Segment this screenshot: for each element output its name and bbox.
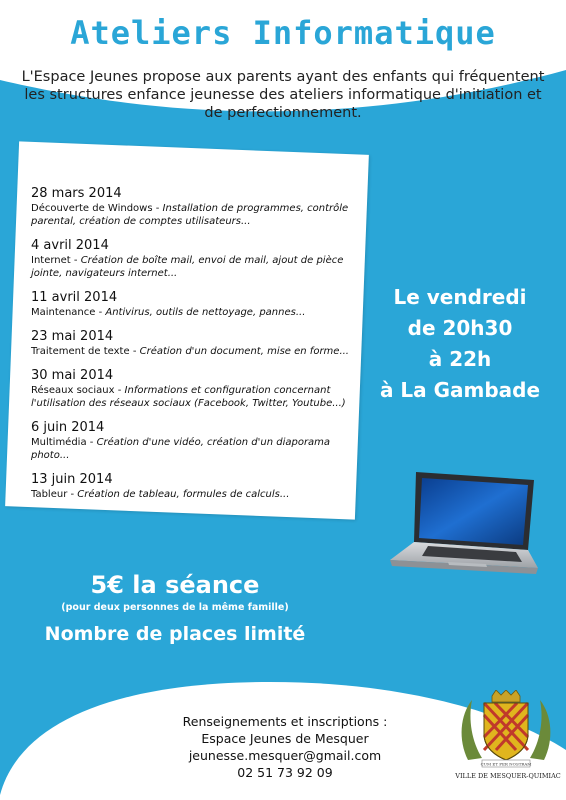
contact-heading: Renseignements et inscriptions : — [182, 714, 388, 729]
pricing-info — [20, 570, 330, 650]
schedule-start: de 20h30 — [407, 316, 513, 340]
session-item — [31, 238, 353, 280]
limited-places-text: Nombre de places limité — [44, 623, 306, 645]
svg-text:CUM ET PER NOSTRAM: CUM ET PER NOSTRAM — [480, 761, 532, 767]
contact-info — [150, 713, 420, 781]
laptop-icon — [388, 468, 540, 590]
intro-text: L'Espace Jeunes propose aux parents ayant des enfants qui fréquentent les structures enfance jeunesse des ateliers informatique d'initiation et de perfectionnement. — [21, 69, 545, 121]
session-description: Découverte de Windows - Installation de programmes, contrôle parental, création de comptes utilisateurs... — [31, 203, 349, 227]
session-item — [31, 186, 353, 228]
session-details: Création d'une vidéo, création d'un diaporama photo... — [31, 437, 331, 461]
session-date: 13 juin 2014 — [31, 472, 113, 487]
session-date: 23 mai 2014 — [31, 329, 114, 344]
session-item — [31, 420, 353, 462]
session-topic: Multimédia — [31, 437, 87, 448]
schedule-day: Le vendredi — [393, 285, 527, 309]
session-date: 30 mai 2014 — [31, 368, 114, 383]
contact-phone: 02 51 73 92 09 — [237, 765, 333, 780]
session-item — [31, 472, 353, 501]
session-description: Internet - Création de boîte mail, envoi de mail, ajout de pièce jointe, navigateurs internet... — [31, 255, 344, 279]
session-topic: Traitement de texte — [31, 346, 130, 357]
session-item — [31, 290, 353, 319]
session-topic: Réseaux sociaux — [31, 385, 115, 396]
session-details: Installation de programmes, contrôle parental, création de comptes utilisateurs... — [31, 203, 349, 227]
price-text: 5€ la séance — [90, 571, 260, 599]
price-note: (pour deux personnes de la même famille) — [61, 602, 289, 613]
session-topic: Maintenance — [31, 307, 96, 318]
session-description: Tableur - Création de tableau, formules de calculs... — [31, 489, 290, 500]
session-topic: Tableur — [31, 489, 68, 500]
session-date: 4 avril 2014 — [31, 238, 109, 253]
schedule-venue: à La Gambade — [379, 378, 541, 402]
crest-caption: VILLE DE MESQUER-QUIMIAC — [455, 772, 561, 780]
session-date: 28 mars 2014 — [31, 186, 122, 201]
session-details: Création d'un document, mise en forme... — [139, 346, 349, 357]
session-date: 6 juin 2014 — [31, 420, 105, 435]
coat-of-arms-icon — [458, 690, 554, 770]
session-topic: Internet — [31, 255, 71, 266]
session-details: Création de tableau, formules de calculs... — [77, 489, 290, 500]
session-details: Informations et configuration concernant l'utilisation des réseaux sociaux (Facebook, Twitter, Youtube...) — [31, 385, 346, 409]
session-item — [31, 329, 353, 358]
contact-email: jeunesse.mesquer@gmail.com — [188, 748, 382, 763]
contact-organization: Espace Jeunes de Mesquer — [201, 731, 369, 746]
session-item — [31, 368, 353, 410]
session-list — [31, 186, 353, 511]
page-title: Ateliers Informatique — [70, 14, 496, 52]
session-details: Antivirus, outils de nettoyage, pannes... — [105, 307, 306, 318]
session-date: 11 avril 2014 — [31, 290, 118, 305]
session-description: Réseaux sociaux - Informations et configuration concernant l'utilisation des réseaux sociaux (Facebook, Twitter, Youtube...) — [31, 385, 346, 409]
schedule-info — [360, 282, 560, 406]
session-details: Création de boîte mail, envoi de mail, ajout de pièce jointe, navigateurs internet... — [31, 255, 344, 279]
session-description: Traitement de texte - Création d'un document, mise en forme... — [31, 346, 349, 357]
session-description: Multimédia - Création d'une vidéo, création d'un diaporama photo... — [31, 437, 331, 461]
schedule-end: à 22h — [428, 347, 492, 371]
session-topic: Découverte de Windows — [31, 203, 153, 214]
session-description: Maintenance - Antivirus, outils de nettoyage, pannes... — [31, 307, 306, 318]
